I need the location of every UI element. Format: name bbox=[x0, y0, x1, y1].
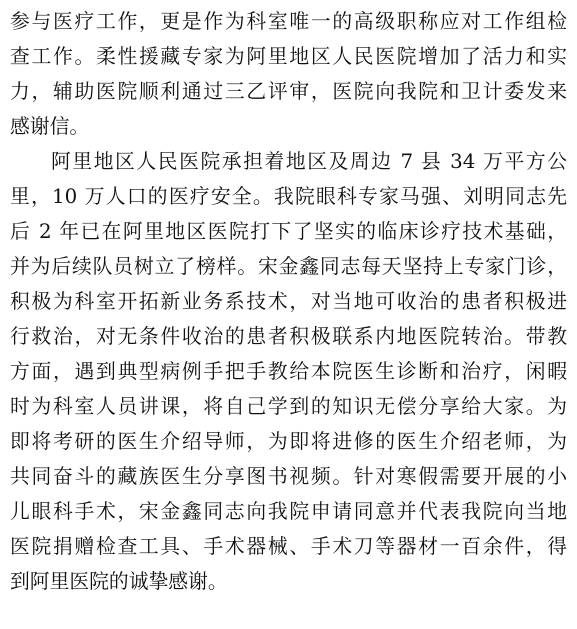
text-line: 共同奋斗的藏族医生分享图书视频。针对寒假需要开展的小 bbox=[10, 465, 567, 488]
text-line: 行救治，对无条件收治的患者积极联系内地医院转治。带教 bbox=[10, 325, 567, 348]
text-line: 儿眼科手术，宋金鑫同志向我院申请同意并代表我院向当地 bbox=[10, 500, 567, 523]
text-line: 查工作。柔性援藏专家为阿里地区人民医院增加了活力和实 bbox=[10, 45, 567, 68]
text-line: 里，10 万人口的医疗安全。我院眼科专家马强、刘明同志先 bbox=[10, 185, 567, 208]
text-line: 参与医疗工作，更是作为科室唯一的高级职称应对工作组检 bbox=[10, 10, 567, 33]
text-line: 即将考研的医生介绍导师，为即将进修的医生介绍老师，为 bbox=[10, 430, 567, 453]
text-line: 并为后续队员树立了榜样。宋金鑫同志每天坚持上专家门诊， bbox=[10, 255, 567, 278]
text-line: 感谢信。 bbox=[10, 115, 90, 138]
text-line: 医院捐赠检查工具、手术器械、手术刀等器材一百余件，得 bbox=[10, 535, 567, 558]
text-line: 积极为科室开拓新业务系技术，对当地可收治的患者积极进 bbox=[10, 290, 567, 313]
text-line: 后 2 年已在阿里地区医院打下了坚实的临床诊疗技术基础， bbox=[10, 220, 567, 243]
paragraph-1 bbox=[10, 4, 567, 144]
text-line: 到阿里医院的诚挚感谢。 bbox=[10, 570, 228, 593]
text-line: 方面，遇到典型病例手把手教给本院医生诊断和治疗，闲暇 bbox=[10, 360, 567, 383]
text-line: 阿里地区人民医院承担着地区及周边 7 县 34 万平方公 bbox=[51, 150, 567, 173]
text-line: 力，辅助医院顺利通过三乙评审，医院向我院和卫计委发来 bbox=[10, 80, 567, 103]
text-line: 时为科室人员讲课，将自己学到的知识无偿分享给大家。为 bbox=[10, 395, 567, 418]
paragraph-2 bbox=[10, 144, 567, 599]
